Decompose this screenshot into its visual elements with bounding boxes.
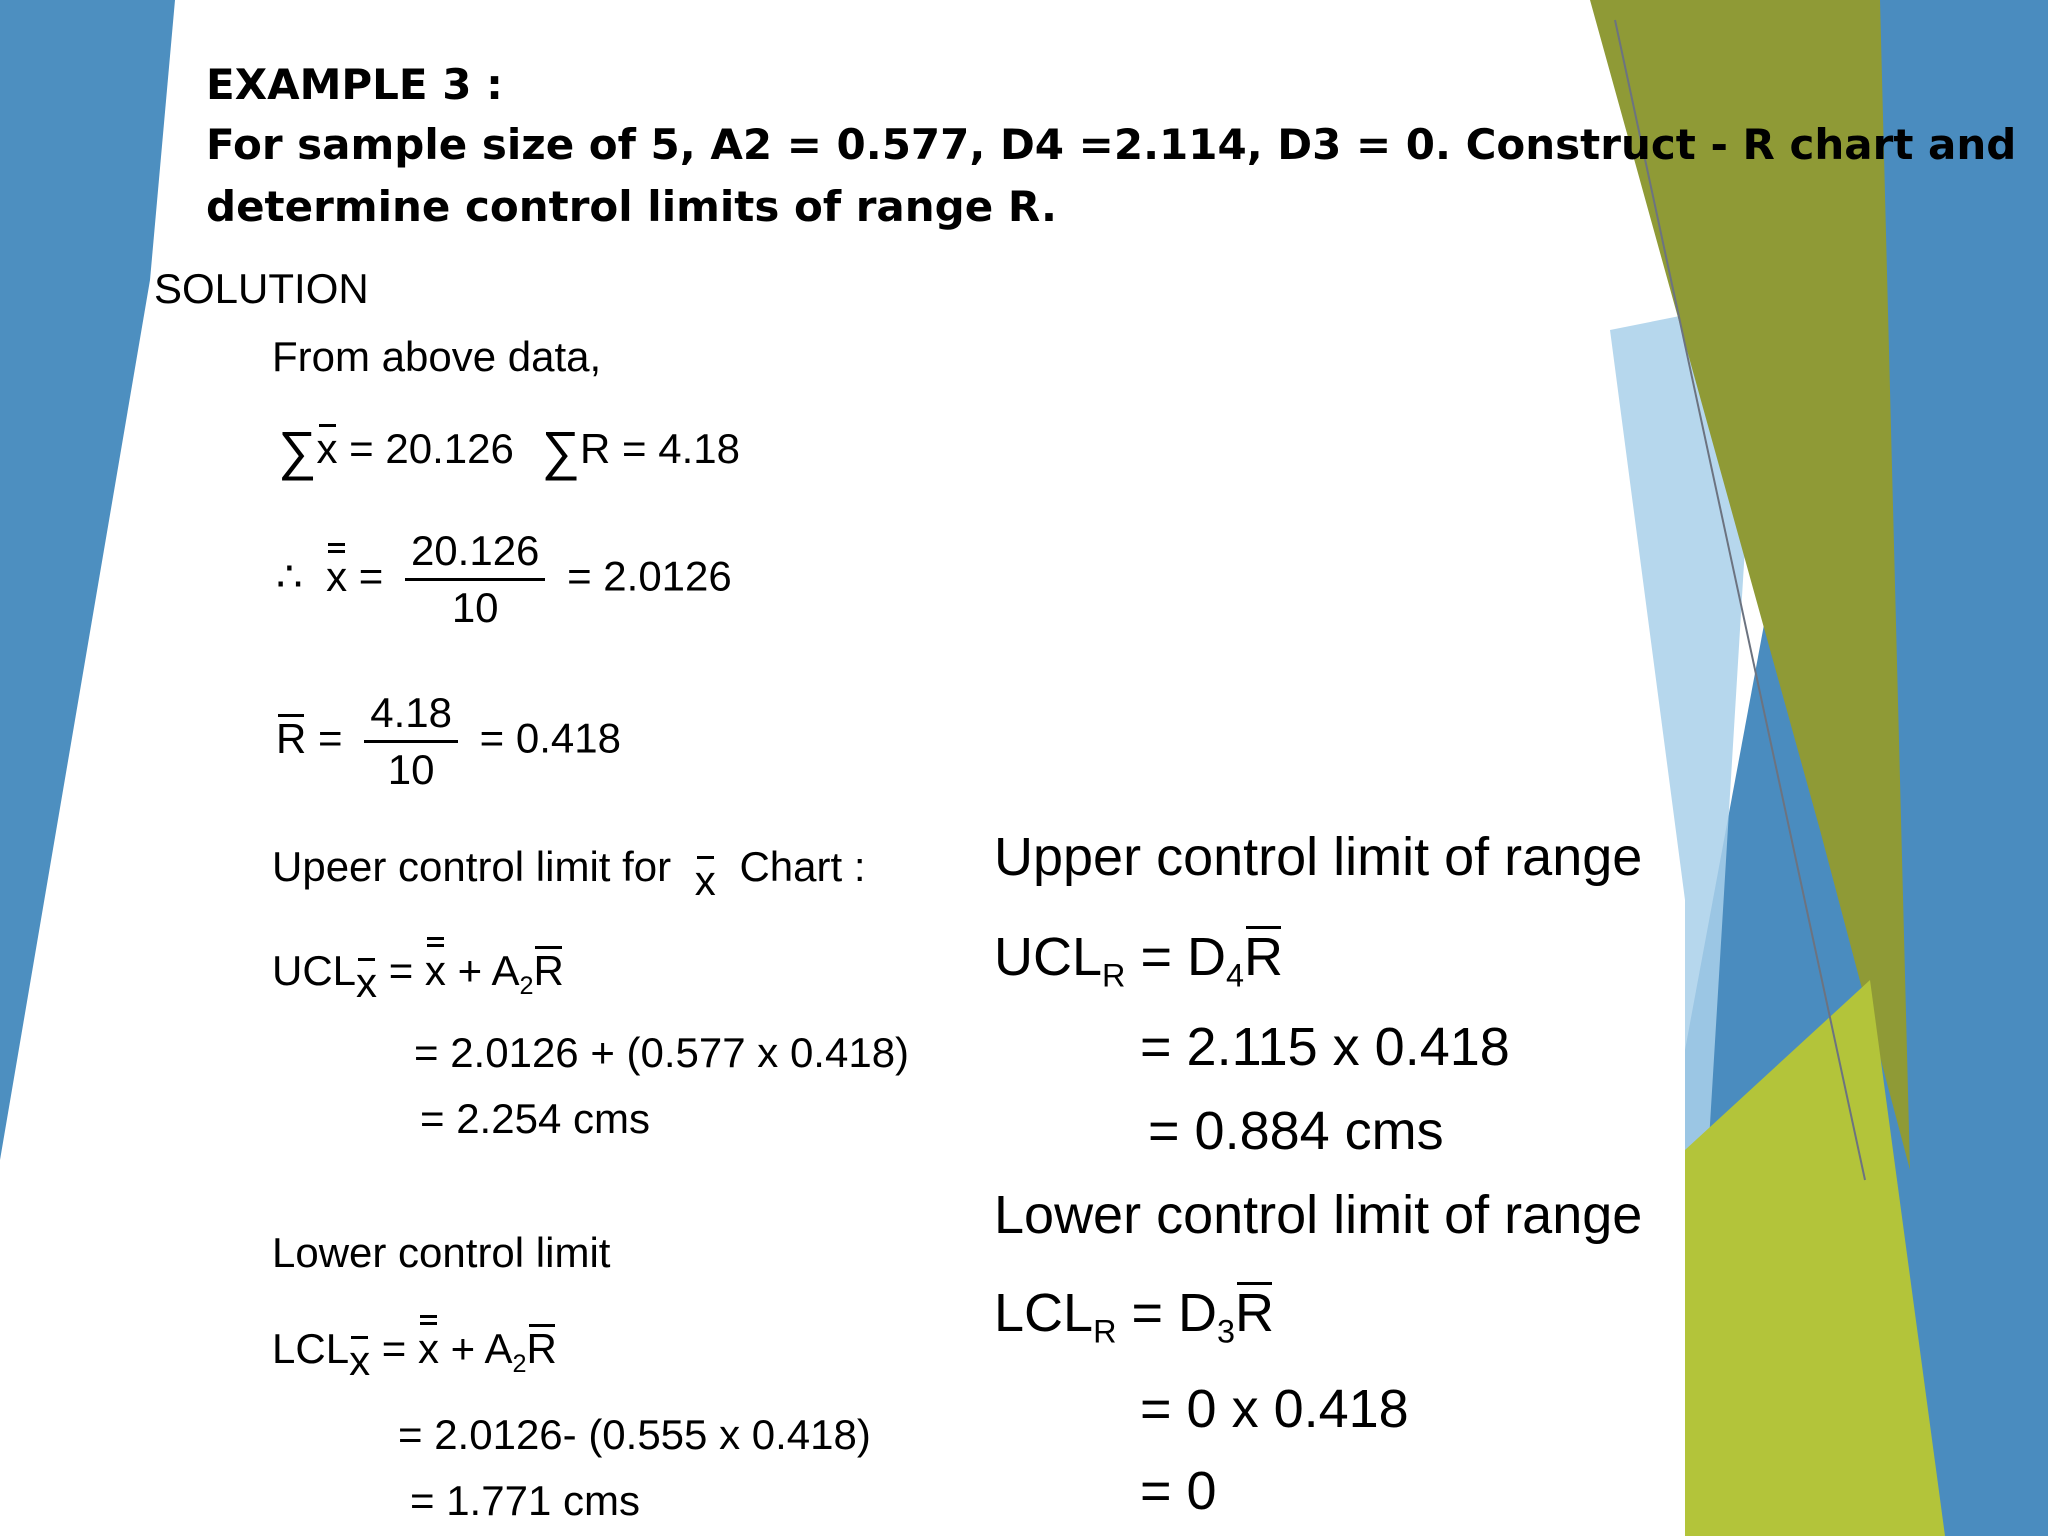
range-lcl-formula: $LCL_R = D_3R$	[994, 1283, 1275, 1350]
problem-statement-line-2: determine control limits of range R.	[206, 182, 1057, 231]
range-ucl-step-1: = 2.115 x 0.418	[1140, 1017, 1510, 1077]
example-title: EXAMPLE 3 :	[206, 60, 503, 109]
problem-statement-line-1: For sample size of 5, A2 = 0.577, D4 =2.114, D3 = 0. Construct - R chart and	[206, 120, 2017, 169]
sum-x-value: = 20.126	[349, 425, 514, 472]
grand-mean-result: = 2.0126	[567, 552, 732, 600]
range-ucl-formula: $UCL_R = D_4R$	[994, 927, 1283, 994]
xbar-ucl-step-2: = 2.254 cms	[420, 1095, 650, 1142]
range-lcl-heading: Lower control limit of range	[994, 1185, 1643, 1245]
xbar-lcl-formula: LCLx = $x + A_2R$	[272, 1325, 557, 1384]
xbar-ucl-step-1: = 2.0126 + (0.577 x 0.418)	[414, 1029, 910, 1076]
mean-range-equation: R = $\frac{4.18}{10}$ = 0.418	[276, 689, 621, 793]
mean-range-result: = 0.418	[479, 714, 621, 762]
grand-mean-fraction: $\frac{20.126}{10}$	[405, 530, 545, 629]
sum-r-value: R = 4.18	[580, 425, 740, 472]
solution-label: SOLUTION	[154, 265, 369, 312]
xbar-lcl-step-1: = 2.0126- (0.555 x 0.418)	[398, 1411, 871, 1458]
range-lcl-step-2: = 0	[1140, 1461, 1217, 1521]
xbar-lcl-heading: Lower control limit	[272, 1229, 611, 1276]
grand-mean-equation: ∴ x = $\frac{20.126}{10}$ = 2.0126	[276, 527, 732, 631]
range-ucl-heading: Upper control limit of range	[994, 827, 1643, 887]
range-lcl-step-1: = 0 x 0.418	[1140, 1379, 1409, 1439]
range-ucl-step-2: = 0.884 cms	[1148, 1101, 1444, 1161]
xbar-lcl-step-2: = 1.771 cms	[410, 1477, 640, 1524]
sums-line: ∑x = 20.126 ∑R = 4.18	[278, 421, 740, 481]
xbar-ucl-heading: Upeer control limit for x Chart :	[272, 843, 866, 904]
mean-range-fraction: $\frac{4.18}{10}$	[364, 692, 458, 791]
intro-text: From above data,	[272, 333, 602, 380]
xbar-ucl-formula: UCLx = $x + A_2R$	[272, 947, 564, 1006]
